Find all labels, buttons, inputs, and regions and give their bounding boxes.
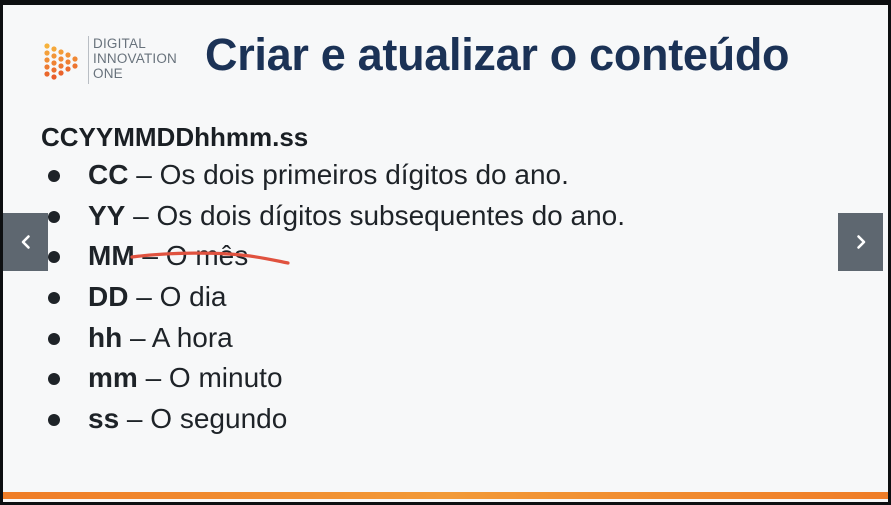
bullet-description: – A hora: [122, 321, 233, 353]
next-slide-button[interactable]: [838, 213, 883, 271]
bullet-item-ss: [41, 399, 625, 440]
footer-accent-bar: [3, 492, 888, 499]
bullet-key: hh: [88, 321, 123, 353]
bullet-description: – Os dois primeiros dígitos do ano.: [128, 159, 569, 190]
bullet-key: YY: [88, 199, 126, 231]
bullet-item-dd: [41, 277, 625, 318]
bullet-key: MM: [88, 240, 135, 272]
bullet-list: [41, 155, 625, 440]
bullet-key: ss: [88, 403, 120, 435]
bullet-dot-icon: [48, 414, 60, 426]
slide-title: Criar e atualizar o conteúdo: [205, 29, 790, 80]
bullet-dot-icon: [48, 251, 60, 263]
bullet-item-mm-minute: [41, 358, 625, 399]
bullet-dot-icon: [48, 211, 60, 223]
bullet-dot-icon: [48, 292, 60, 304]
bullet-item-cc: [41, 155, 625, 196]
bullet-description: – O segundo: [119, 403, 288, 435]
bullet-dot-icon: [48, 333, 60, 345]
chevron-right-icon: [853, 234, 869, 250]
bullet-description: – O minuto: [137, 362, 283, 394]
bullet-dot-icon: [48, 170, 60, 182]
bullet-item-yy: [41, 196, 625, 237]
bullet-item-hh: [41, 318, 625, 359]
bullet-dot-icon: [48, 373, 60, 385]
bullet-description: – O dia: [128, 281, 227, 313]
annotation-strike-icon: [130, 247, 290, 269]
logo-wordmark: [93, 36, 177, 81]
bullet-key: mm: [88, 362, 138, 394]
bullet-description: – O mês: [134, 240, 249, 272]
digital-innovation-one-logo-icon: [41, 36, 81, 86]
bullet-key: DD: [88, 281, 129, 313]
bullet-description: – Os dois dígitos subsequentes do ano.: [125, 199, 626, 231]
bullet-item-mm-month: [41, 236, 625, 277]
chevron-left-icon: [18, 234, 34, 250]
logo-line-1: DIGITAL: [93, 36, 146, 51]
logo-divider: [88, 36, 89, 84]
logo-line-2: INNOVATION: [93, 51, 178, 66]
presentation-slide: [3, 5, 888, 502]
logo-line-3: ONE: [93, 66, 123, 81]
previous-slide-button[interactable]: [3, 213, 48, 271]
date-format-string: CCYYMMDDhhmm.ss: [41, 122, 309, 152]
bullet-key: CC: [88, 159, 129, 190]
